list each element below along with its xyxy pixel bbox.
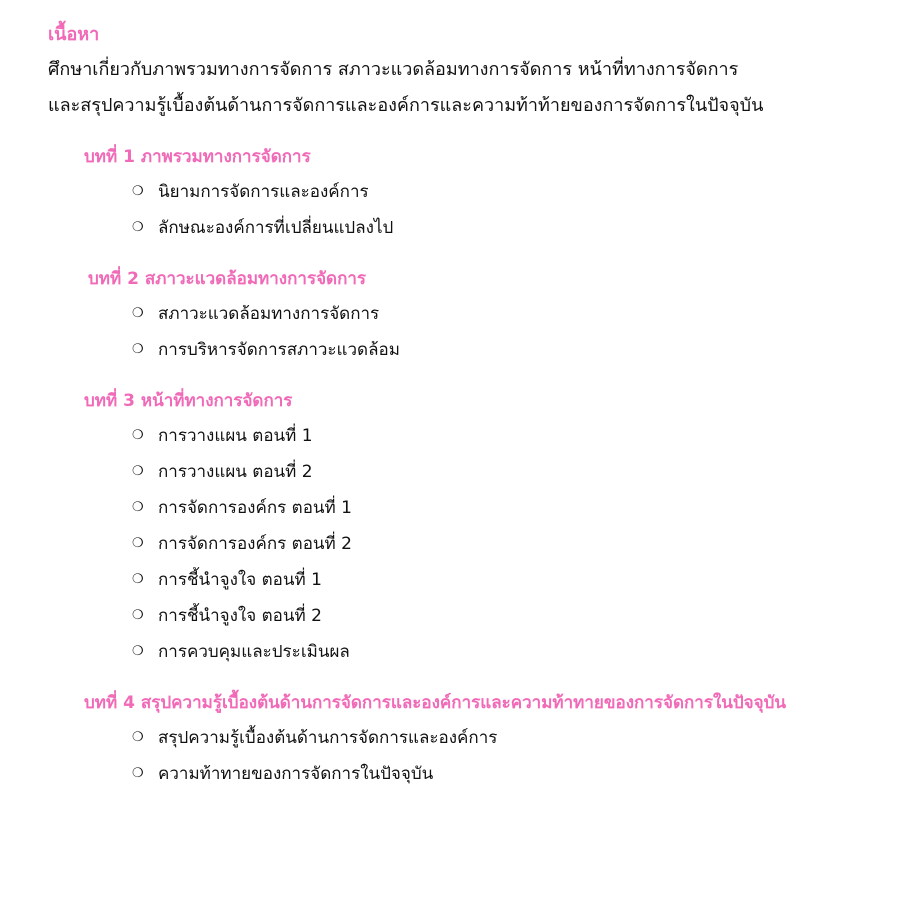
list-item-label: การควบคุมและประเมินผล [158, 642, 350, 662]
list-item-label: ความท้าทายของการจัดการในปัจจุบัน [158, 764, 434, 784]
list-item-label: ลักษณะองค์การที่เปลี่ยนแปลงไป [158, 218, 394, 238]
list-item [132, 210, 909, 246]
chapter-item-list [48, 720, 909, 792]
chapter-title: บทที่ 2 สภาวะแวดล้อมทางการจัดการ [88, 269, 367, 289]
description-line-1: ศึกษาเกี่ยวกับภาพรวมทางการจัดการ สภาวะแวดล้อมทางการจัดการ หน้าที่ทางการจัดการ [48, 59, 739, 80]
list-item-label: นิยามการจัดการและองค์การ [158, 182, 369, 202]
circle-bullet-icon: ❍ [132, 500, 144, 515]
list-item [132, 756, 909, 792]
list-item-label: การจัดการองค์กร ตอนที่ 1 [158, 498, 352, 518]
list-item [132, 562, 909, 598]
chapter-item-list [48, 418, 909, 670]
list-item [132, 332, 909, 368]
circle-bullet-icon: ❍ [132, 220, 144, 235]
circle-bullet-icon: ❍ [132, 644, 144, 659]
list-item [132, 526, 909, 562]
list-item [132, 598, 909, 634]
circle-bullet-icon: ❍ [132, 184, 144, 199]
list-item-label: สภาวะแวดล้อมทางการจัดการ [158, 304, 380, 324]
chapter-title: บทที่ 3 หน้าที่ทางการจัดการ [84, 391, 293, 411]
content-heading: เนื้อหา [48, 24, 100, 45]
circle-bullet-icon: ❍ [132, 306, 144, 321]
description-line-2: และสรุปความรู้เบื้องต้นด้านการจัดการและองค์การและความท้าท้ายของการจัดการในปัจจุบัน [48, 95, 764, 116]
circle-bullet-icon: ❍ [132, 536, 144, 551]
list-item [132, 418, 909, 454]
chapter-title: บทที่ 4 สรุปความรู้เบื้องต้นด้านการจัดการและองค์การและความท้าทายของการจัดการในปัจจุบัน [84, 693, 787, 713]
list-item [132, 454, 909, 490]
list-item-label: สรุปความรู้เบื้องต้นด้านการจัดการและองค์การ [158, 728, 498, 748]
list-item-label: การชี้นำจูงใจ ตอนที่ 2 [158, 606, 322, 626]
list-item [132, 634, 909, 670]
list-item [132, 174, 909, 210]
chapter-2 [48, 266, 909, 368]
list-item-label: การชี้นำจูงใจ ตอนที่ 1 [158, 570, 322, 590]
chapter-item-list [48, 174, 909, 246]
list-item-label: การบริหารจัดการสภาวะแวดล้อม [158, 340, 400, 360]
chapter-item-list [48, 296, 909, 368]
chapter-title: บทที่ 1 ภาพรวมทางการจัดการ [84, 147, 311, 167]
chapter-3 [48, 388, 909, 670]
circle-bullet-icon: ❍ [132, 342, 144, 357]
chapter-1 [48, 144, 909, 246]
list-item-label: การวางแผน ตอนที่ 1 [158, 426, 313, 446]
list-item [132, 296, 909, 332]
circle-bullet-icon: ❍ [132, 766, 144, 781]
circle-bullet-icon: ❍ [132, 572, 144, 587]
chapter-4 [48, 690, 909, 792]
circle-bullet-icon: ❍ [132, 730, 144, 745]
list-item [132, 720, 909, 756]
list-item-label: การวางแผน ตอนที่ 2 [158, 462, 313, 482]
list-item [132, 490, 909, 526]
list-item-label: การจัดการองค์กร ตอนที่ 2 [158, 534, 352, 554]
circle-bullet-icon: ❍ [132, 428, 144, 443]
circle-bullet-icon: ❍ [132, 608, 144, 623]
circle-bullet-icon: ❍ [132, 464, 144, 479]
